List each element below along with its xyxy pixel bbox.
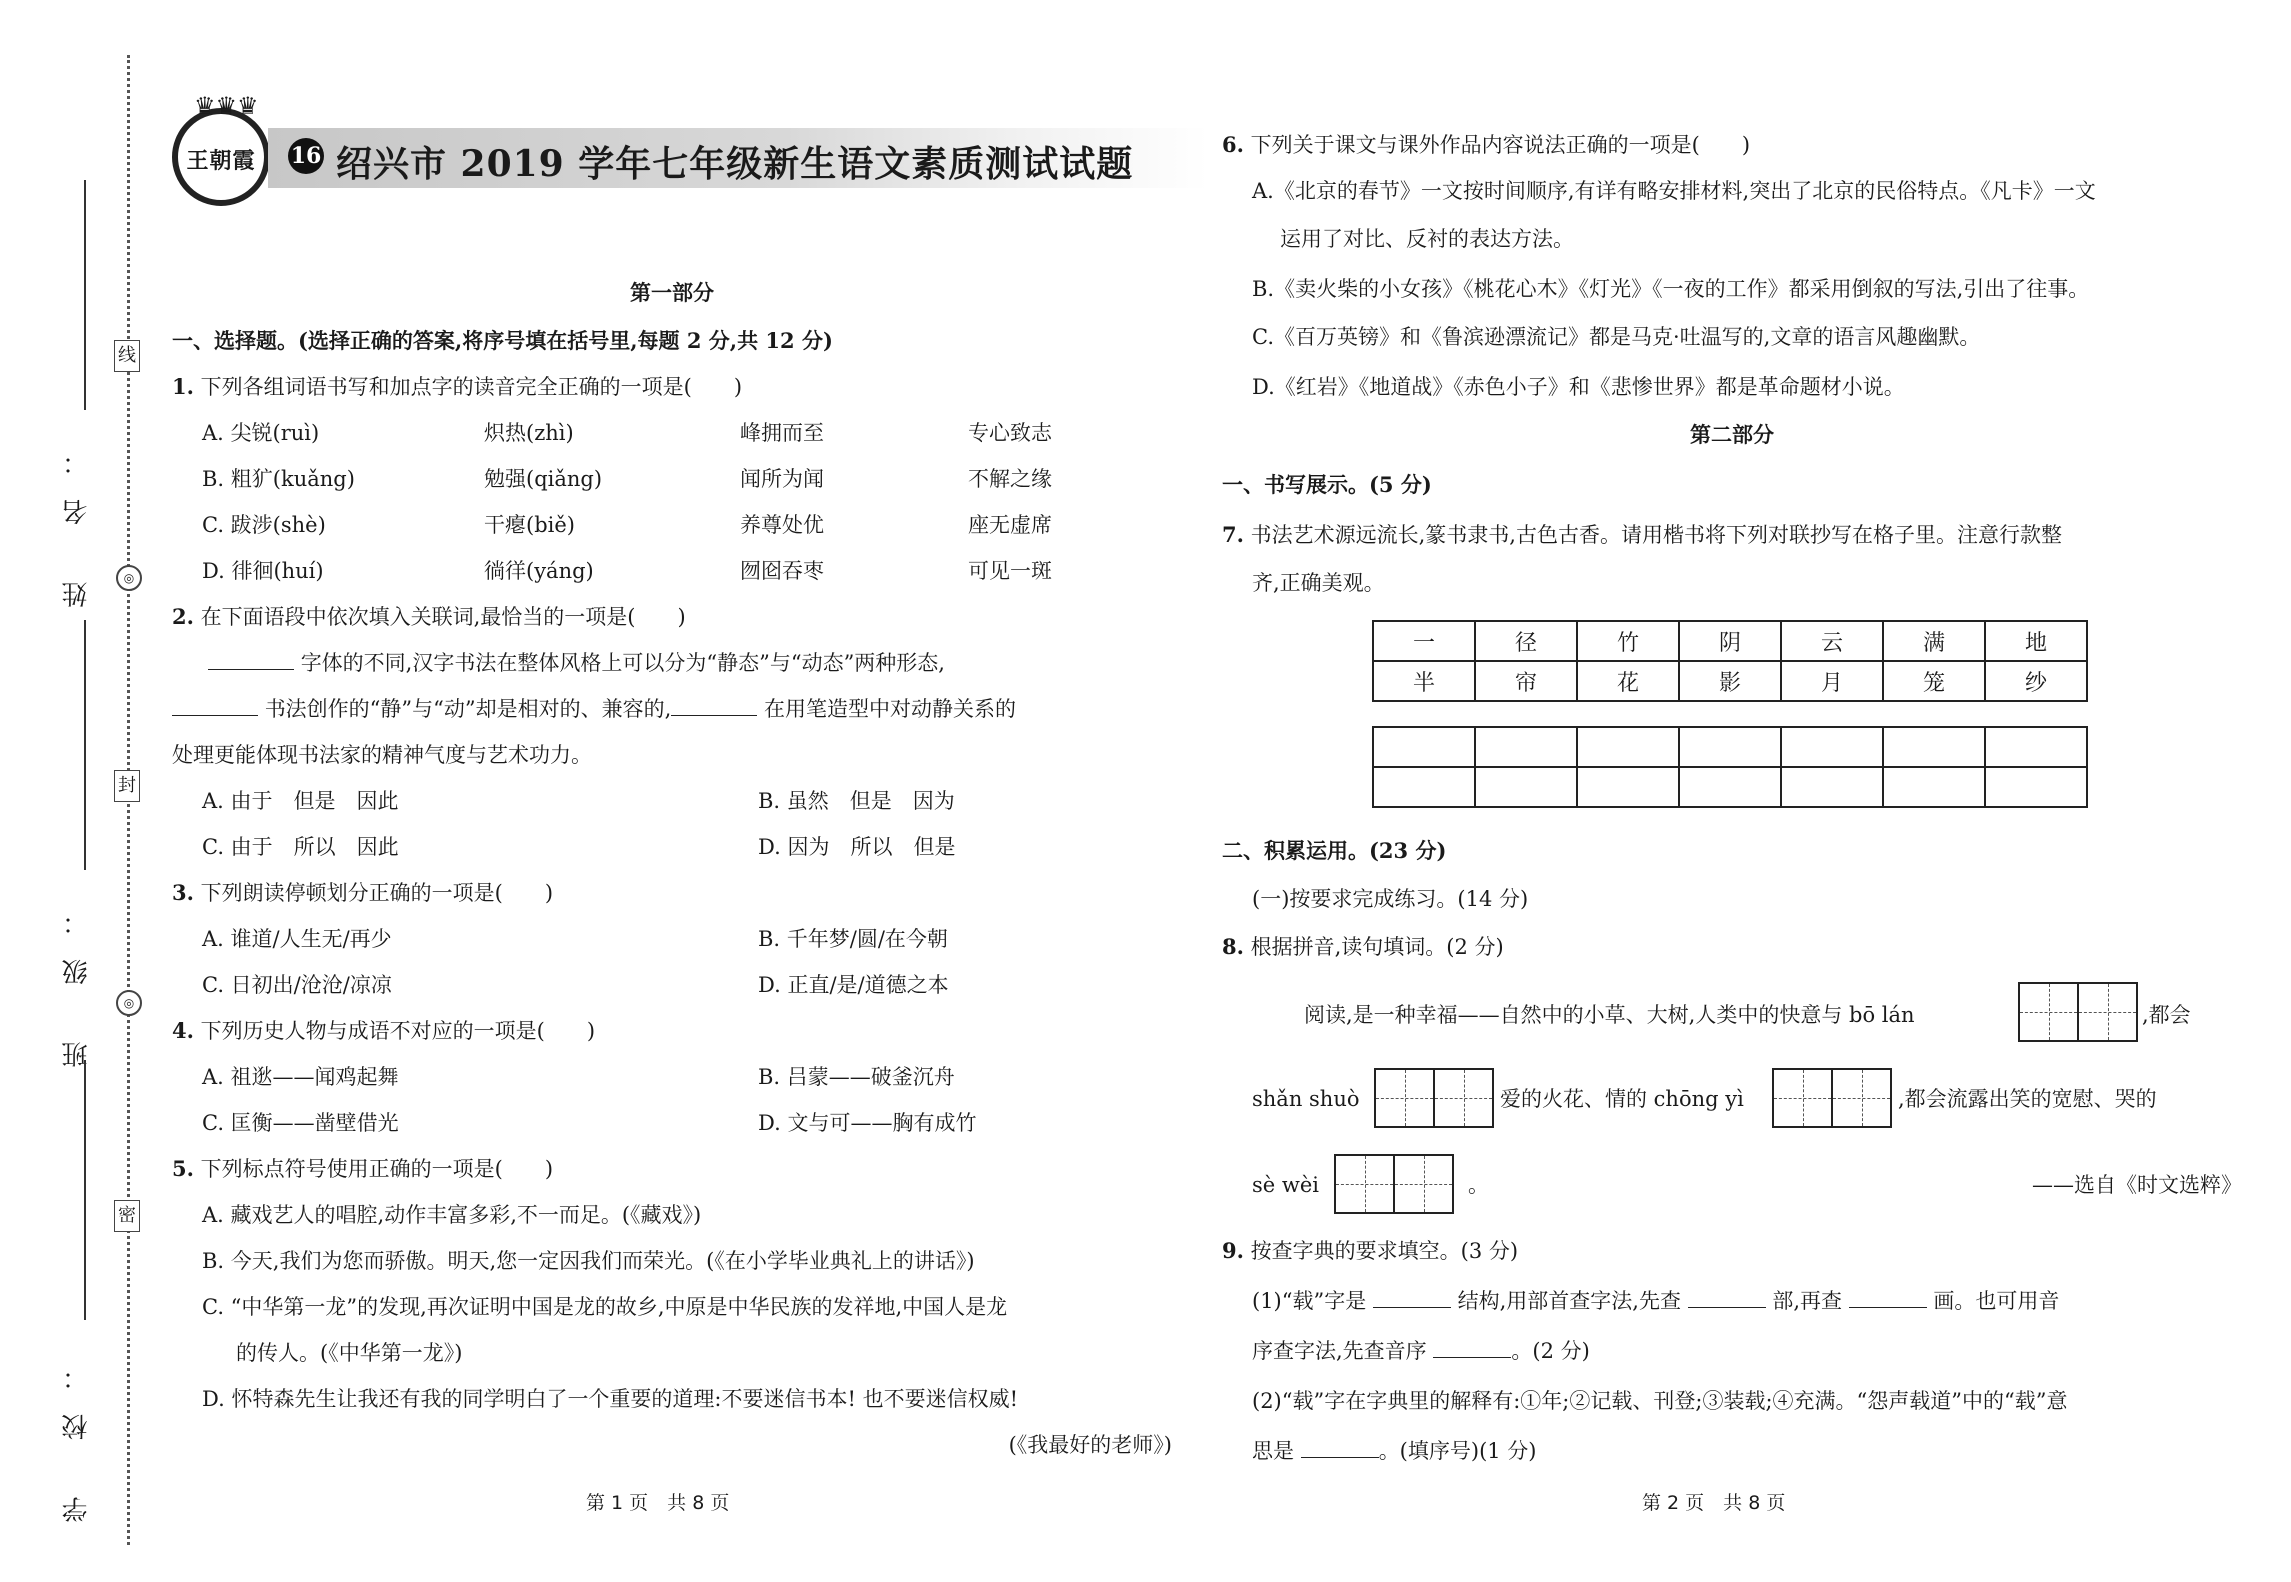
- q4-number: 4.: [172, 1018, 194, 1043]
- q2-passage-text: 字体的不同,汉字书法在整体风格上可以分为“静态”与“动态”两种形态,: [300, 651, 945, 675]
- q9-text: 结构,用部首查字法,先查: [1457, 1289, 1681, 1313]
- writing-cell[interactable]: [1985, 727, 2087, 767]
- page-footer-2: 第 2 页 共 8 页: [1642, 1492, 1786, 1514]
- writing-grid: [1372, 726, 2088, 808]
- q9-text: (1)“载”字是: [1252, 1289, 1367, 1313]
- tianzi-cell[interactable]: [1833, 1070, 1890, 1126]
- q8-line3-end: 。: [1468, 1173, 1489, 1197]
- q8-number: 8.: [1222, 934, 1244, 959]
- binding-circle-icon: ◎: [116, 565, 142, 591]
- couplet-char: 地: [1985, 621, 2087, 661]
- writing-cell[interactable]: [1985, 767, 2087, 807]
- writing-cell[interactable]: [1679, 727, 1781, 767]
- q5-number: 5.: [172, 1156, 194, 1181]
- q6-option-d: D.《红岩》《地道战》《赤色小子》和《悲惨世界》都是革命题材小说。: [1252, 375, 1905, 399]
- binding-mark-secret: 密: [114, 1200, 140, 1232]
- publisher-logo: [172, 92, 270, 206]
- paper-number: 16: [288, 138, 324, 174]
- couplet-char: 影: [1679, 661, 1781, 701]
- q9-number: 9.: [1222, 1238, 1244, 1263]
- part2-heading: 第二部分: [1690, 422, 1774, 447]
- q9-text: 思是: [1252, 1439, 1294, 1463]
- title-bar: [268, 128, 1208, 188]
- couplet-char: 一: [1373, 621, 1475, 661]
- writing-cell[interactable]: [1475, 727, 1577, 767]
- q8-pinyin-sewei: sè wèi: [1252, 1173, 1319, 1197]
- subsection-1-heading: (一)按要求完成练习。(14 分): [1252, 887, 1529, 911]
- logo-text: 王朝霞: [186, 148, 256, 174]
- class-field-line[interactable]: [84, 620, 86, 870]
- q5-option-c-cont: 的传人。(《中华第一龙》): [236, 1341, 463, 1365]
- q9-text: 序查字法,先查音序: [1252, 1339, 1427, 1363]
- q3-option-d: D. 正直/是/道德之本: [758, 973, 949, 997]
- writing-cell[interactable]: [1577, 767, 1679, 807]
- q4-option-a: A. 祖逖——闻鸡起舞: [202, 1065, 399, 1089]
- q3-number: 3.: [172, 880, 194, 905]
- q8-line2-end: ,都会流露出笑的宽慰、哭的: [1898, 1087, 2157, 1111]
- name-label: 姓 名：: [62, 425, 92, 608]
- crown-icon: ♛♛♛: [194, 92, 259, 120]
- q6-option-b: B.《卖火柴的小女孩》《桃花心木》《灯光》《一夜的工作》都采用倒叙的写法,引出了往事。: [1252, 277, 2090, 301]
- q9-text: 。(2 分): [1511, 1339, 1590, 1363]
- q5-option-b: B. 今天,我们为您而骄傲。明天,您一定因我们而荣光。(《在小学毕业典礼上的讲话》): [202, 1249, 975, 1273]
- school-field-line[interactable]: [84, 1060, 86, 1320]
- q8-pinyin-shanshuo: shǎn shuò: [1252, 1087, 1360, 1111]
- right-page: [1222, 0, 2242, 1582]
- answer-blank[interactable]: [208, 649, 294, 670]
- q4-option-c: C. 匡衡——凿壁借光: [202, 1111, 399, 1135]
- page-title: 绍兴市 2019 学年七年级新生语文素质测试试题: [336, 143, 1134, 185]
- class-label: 班 级：: [62, 885, 92, 1068]
- q1-number: 1.: [172, 374, 194, 399]
- q6-stem: [1222, 130, 1750, 160]
- q1-option: 可见一斑: [968, 559, 1052, 583]
- couplet-char: 笼: [1883, 661, 1985, 701]
- q9-text: 。(填序号)(1 分): [1378, 1439, 1537, 1463]
- q6-option-a-cont: 运用了对比、反衬的表达方法。: [1280, 227, 1574, 251]
- q2-passage-text: 在用笔造型中对动静关系的: [764, 697, 1016, 721]
- q1-option: 勉强(qiǎng): [484, 467, 603, 491]
- q8-text: 根据拼音,读句填词。(2 分): [1250, 935, 1504, 959]
- q4-option-d: D. 文与可——胸有成竹: [758, 1111, 977, 1135]
- writing-cell[interactable]: [1373, 767, 1475, 807]
- couplet-char: 满: [1883, 621, 1985, 661]
- writing-cell[interactable]: [1781, 727, 1883, 767]
- q1-text: 下列各组词语书写和加点字的读音完全正确的一项是( ): [200, 375, 743, 399]
- q2-passage-text: 书法创作的“静”与“动”却是相对的、兼容的,: [264, 697, 672, 721]
- writing-cell[interactable]: [1883, 767, 1985, 807]
- q2-option-d: D. 因为 所以 但是: [758, 835, 956, 859]
- q1-option: C. 跋涉(shè): [202, 513, 326, 537]
- q1-stem: [172, 372, 742, 402]
- answer-blank[interactable]: [1301, 1437, 1379, 1458]
- q4-text: 下列历史人物与成语不对应的一项是( ): [200, 1019, 596, 1043]
- writing-cell[interactable]: [1781, 767, 1883, 807]
- q9-line4: [1252, 1436, 1537, 1466]
- answer-blank[interactable]: [671, 695, 757, 716]
- couplet-char: 径: [1475, 621, 1577, 661]
- q3-option-a: A. 谁道/人生无/再少: [202, 927, 392, 951]
- couplet-char: 阴: [1679, 621, 1781, 661]
- q8-line1-end: ,都会: [2142, 1003, 2191, 1027]
- q2-option-b: B. 虽然 但是 因为: [758, 789, 955, 813]
- q7-stem-cont: 齐,正确美观。: [1252, 571, 1385, 595]
- q1-option: 闻所为闻: [740, 467, 824, 491]
- q8-line1: 阅读,是一种幸福——自然中的小草、大树,人类中的快意与 bō lán: [1304, 1003, 1915, 1027]
- part1-heading: 第一部分: [630, 280, 714, 305]
- binding-circle-icon: ◎: [116, 990, 142, 1016]
- q1-option: 不解之缘: [968, 467, 1052, 491]
- q9-text: 画。也可用音: [1933, 1289, 2060, 1313]
- q7-stem: [1222, 520, 2062, 550]
- q5-option-a: A. 藏戏艺人的唱腔,动作丰富多彩,不一而足。(《藏戏》): [202, 1203, 702, 1227]
- section-accumulate-heading: 二、积累运用。(23 分): [1222, 838, 1447, 863]
- q1-option: 囫囵吞枣: [740, 559, 824, 583]
- school-label: 学 校：: [62, 1340, 92, 1523]
- answer-blank[interactable]: [1433, 1337, 1511, 1358]
- q3-option-c: C. 日初出/沧沧/凉凉: [202, 973, 392, 997]
- q2-option-c: C. 由于 所以 因此: [202, 835, 399, 859]
- q4-option-b: B. 吕蒙——破釜沉舟: [758, 1065, 955, 1089]
- q1-option: D. 徘徊(huí): [202, 559, 324, 583]
- q1-option: A. 尖锐(ruì): [202, 421, 320, 445]
- q7-text: 书法艺术源远流长,篆书隶书,古色古香。请用楷书将下列对联抄写在格子里。注意行款整: [1250, 523, 2062, 547]
- q1-option: 干瘪(biě): [484, 513, 575, 537]
- q3-text: 下列朗读停顿划分正确的一项是( ): [200, 881, 554, 905]
- q1-option: 养尊处优: [740, 513, 824, 537]
- binding-mark-seal: 封: [114, 770, 140, 802]
- q9-line2: [1252, 1336, 1590, 1366]
- tianzi-grid-bolan[interactable]: [2018, 982, 2138, 1042]
- q9-line1: [1252, 1286, 2059, 1316]
- q5-option-d-source: (《我最好的老师》): [1008, 1433, 1172, 1457]
- q1-option: 专心致志: [968, 421, 1052, 445]
- name-field-line[interactable]: [84, 180, 86, 410]
- q2-option-a: A. 由于 但是 因此: [202, 789, 399, 813]
- answer-blank[interactable]: [1373, 1287, 1451, 1308]
- binding-margin: [0, 0, 150, 1582]
- q6-option-a: A.《北京的春节》一文按时间顺序,有详有略安排材料,突出了北京的民俗特点。《凡卡》一文: [1252, 179, 2096, 203]
- writing-cell[interactable]: [1577, 727, 1679, 767]
- couplet-char: 纱: [1985, 661, 2087, 701]
- q9-stem: [1222, 1236, 1518, 1266]
- couplet-table: [1372, 620, 2088, 702]
- q5-stem: [172, 1154, 553, 1184]
- writing-cell[interactable]: [1883, 727, 1985, 767]
- answer-blank[interactable]: [1849, 1287, 1927, 1308]
- q8-line2-mid: 爱的火花、情的 chōng yì: [1500, 1087, 1744, 1111]
- q2-text: 在下面语段中依次填入关联词,最恰当的一项是( ): [200, 605, 686, 629]
- tianzi-grid-sewei[interactable]: [1334, 1154, 1454, 1214]
- q3-stem: [172, 878, 553, 908]
- tianzi-grid-chongyi[interactable]: [1772, 1068, 1892, 1128]
- q1-option: B. 粗犷(kuǎng): [202, 467, 355, 491]
- left-page: [172, 0, 1172, 1582]
- tianzi-cell[interactable]: [1376, 1070, 1435, 1126]
- section1-heading: 一、选择题。(选择正确的答案,将序号填在括号里,每题 2 分,共 12 分): [172, 328, 833, 353]
- couplet-char: 竹: [1577, 621, 1679, 661]
- tianzi-cell[interactable]: [2079, 984, 2136, 1040]
- answer-blank[interactable]: [172, 695, 258, 716]
- couplet-char: 云: [1781, 621, 1883, 661]
- q9-text: 按查字典的要求填空。(3 分): [1250, 1239, 1519, 1263]
- q9-line3: (2)“载”字在字典里的解释有:①年;②记载、刊登;③装载;④充满。“怨声载道”中的“载”意: [1252, 1389, 2068, 1413]
- q1-option: 炽热(zhì): [484, 421, 574, 445]
- q9-text: 部,再查: [1772, 1289, 1843, 1313]
- writing-cell[interactable]: [1373, 727, 1475, 767]
- tianzi-cell[interactable]: [2020, 984, 2079, 1040]
- tianzi-cell[interactable]: [1336, 1156, 1395, 1212]
- q6-option-c: C.《百万英镑》和《鲁滨逊漂流记》都是马克·吐温写的,文章的语言风趣幽默。: [1252, 325, 1981, 349]
- q2-stem: [172, 602, 686, 632]
- q1-option: 峰拥而至: [740, 421, 824, 445]
- q8-stem: [1222, 932, 1504, 962]
- q7-number: 7.: [1222, 522, 1244, 547]
- tianzi-cell[interactable]: [1774, 1070, 1833, 1126]
- q2-passage-line: 处理更能体现书法家的精神气度与艺术功力。: [172, 743, 592, 767]
- writing-cell[interactable]: [1679, 767, 1781, 807]
- binding-mark-line: 线: [114, 340, 140, 372]
- q3-option-b: B. 千年梦/圆/在今朝: [758, 927, 948, 951]
- q5-text: 下列标点符号使用正确的一项是( ): [200, 1157, 554, 1181]
- couplet-char: 花: [1577, 661, 1679, 701]
- q1-option: 座无虚席: [968, 513, 1052, 537]
- answer-blank[interactable]: [1688, 1287, 1766, 1308]
- q2-number: 2.: [172, 604, 194, 629]
- q8-source: ——选自《时文选粹》: [2032, 1173, 2242, 1197]
- q4-stem: [172, 1016, 595, 1046]
- q2-passage-line: [208, 648, 945, 678]
- q5-option-d: D. 怀特森先生让我还有我的同学明白了一个重要的道理:不要迷信书本! 也不要迷信权威!: [202, 1387, 1019, 1411]
- q6-text: 下列关于课文与课外作品内容说法正确的一项是( ): [1250, 133, 1751, 157]
- tianzi-cell[interactable]: [1435, 1070, 1492, 1126]
- q5-option-c: C. “中华第一龙”的发现,再次证明中国是龙的故乡,中原是中华民族的发祥地,中国人是龙: [202, 1295, 1008, 1319]
- q1-option: 徜徉(yáng): [484, 559, 594, 583]
- tianzi-cell[interactable]: [1395, 1156, 1452, 1212]
- q2-passage-line: [172, 694, 1016, 724]
- writing-cell[interactable]: [1475, 767, 1577, 807]
- couplet-char: 帘: [1475, 661, 1577, 701]
- tianzi-grid-shanshuo[interactable]: [1374, 1068, 1494, 1128]
- section-writing-heading: 一、书写展示。(5 分): [1222, 472, 1432, 497]
- page-footer-1: 第 1 页 共 8 页: [586, 1492, 730, 1514]
- couplet-char: 半: [1373, 661, 1475, 701]
- q6-number: 6.: [1222, 132, 1244, 157]
- couplet-char: 月: [1781, 661, 1883, 701]
